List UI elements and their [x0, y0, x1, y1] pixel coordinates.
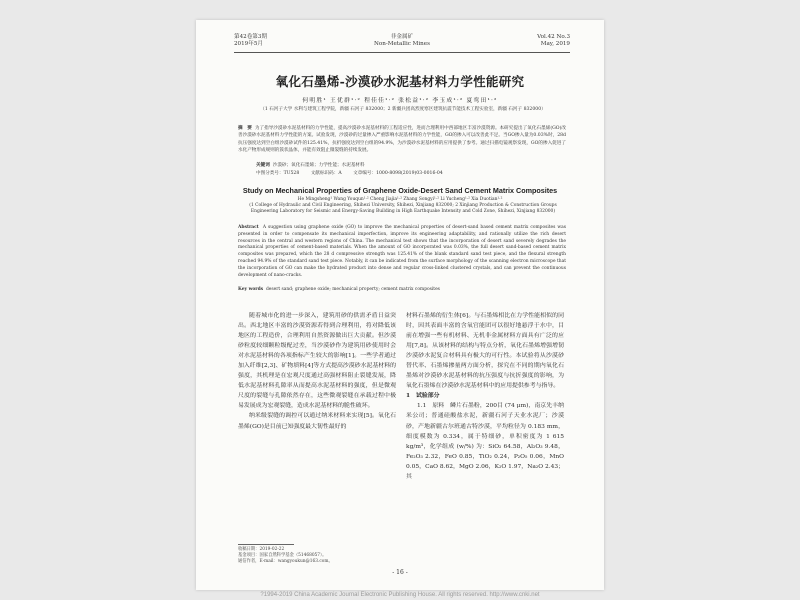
- intro-paragraph-1: 随着城市化的进一步深入，建筑用砂的供需矛盾日益突出。西北地区丰富的沙漠资源若得到合理利用，将对降低该地区的工程造价，合理利用自然资源做出巨大贡献。但沙漠砂粒度较细颗粒级配过差，当沙漠砂作为建筑用砂使用时会对水泥基材料的各项指标产生较大的影响[1]。一些学者通过加入纤维[2,3]、矿物填料[4]等方式提高沙漠砂水泥基材料的强度，其机理是在宏观尺度通过高强材料阻止裂缝发展，降低水泥基材料孔隙率从而提高水泥基材料的强度，但是微观尺度的裂缝与孔隙依然存在，这些微观裂缝在承载过程中极易发展成为宏观裂缝，造成水泥基材料的脆性破坏。: [238, 313, 396, 410]
- affiliation-en: (1 College of Hydraulic and Civil Engineering, Shihezi University, Shihezi, Xinjiang 832000; 2 Xinjiang Production & Construction Groups Engineering Laboratory for Seismic and Energy-Saving Building in High Earthquake Intensity and Cold Zone, Shihezi, Xinjiang 832000): [249, 203, 557, 215]
- issue-date-en: May, 2019: [540, 41, 570, 47]
- funding-note: 基金项目：国家自然科学基金（51468057）。: [238, 553, 327, 559]
- keywords-en-label: Key words: [238, 287, 264, 292]
- paper-title-zh: 氧化石墨烯-沙漠砂水泥基材料力学性能研究: [275, 74, 525, 89]
- volume-issue-en: Vol.42 No.3: [537, 34, 570, 40]
- body-column-right: [406, 311, 564, 482]
- abstract-en-label: Abstract: [238, 225, 259, 230]
- abstract-en-text: A suggestion using graphene oxide (GO) to improve the mechanical properties of desert-sand based cement matrix composites was presented in order to compensate its mechanical imperfection, improve its engineering adaptability, and rationally utilize the rich desert resources in the central and western regions of China. The mechanical test shows that the incorporation of desert sand severely degrades the mechanical properties of cement-based materials. When the amount of GO incorporated was 0.03%, the full desert sand-based cement matrix composites was prepared, which the 28 d compressive strength was 125.41% of the blank standard sand test piece, and the flexural strength reached 94.9% of the standard sand test piece. Notably, it can be indicated from the surface morphology of the scanning electron microscope that the incorporation of GO can make the hydrated product into dense and regular cross-linked clustered crystals, and can prevent the continuous development of nano-cracks.: [238, 225, 566, 278]
- issue-date: 2019年5月: [234, 41, 263, 47]
- header-center: [234, 34, 570, 48]
- corresponding-author: 通信作者，E-mail：wangyoukun@163.com。: [238, 559, 333, 565]
- intro-paragraph-3: 材料石墨烯的衍生体[6]。与石墨烯相比在力学性能相似的同时，因其表面丰富的含氧官能团可以很好地悬浮于水中，目前在增强一些有机材料、无机非金属材料方面具有广泛的应用[7,8]。从该材料的结构与特点分析，氧化石墨烯增强增韧沙漠砂水泥复合材料具有极大的可行性。本试验将从沙漠砂替代率、石墨烯掺量两方面分析，探究在不同的期内氧化石墨烯对沙漠砂水泥基材料的抗压强度与抗折强度的影响，为氧化石墨烯在沙漠砂水泥基材料中的应用提供参考与指导。: [406, 313, 564, 390]
- intro-paragraph-2: 纳米级裂缝的调控可以通过纳米材料来实现[5]。氧化石墨烯(GO)是目前已知强度最大韧性最好的: [238, 413, 396, 430]
- abstract-zh-label: 摘 要: [238, 126, 252, 131]
- keywords-zh: [256, 162, 566, 169]
- received-date: 收稿日期：2019-02-22: [238, 547, 285, 552]
- affiliation-zh: （1 石河子大学 水利与建筑工程学院，新疆 石河子 832000；2 新疆兵团高烈度寒区建筑抗震节能技术工程实验室，新疆 石河子 832000）: [260, 107, 546, 112]
- classification-line: [256, 170, 566, 177]
- keywords-zh-label: 关键词: [256, 163, 270, 168]
- volume-issue: 第42卷第3期: [234, 34, 268, 40]
- footnote-divider: [238, 544, 294, 545]
- journal-name-en: Non-Metallic Mines: [374, 41, 430, 47]
- footnote: [238, 547, 398, 566]
- document-code: 文献标识码：A: [310, 171, 342, 176]
- copyright-footer: ?1994-2019 China Academic Journal Electronic Publishing House. All rights reserved. http://www.cnki.net: [260, 592, 540, 598]
- clc-number: 中图分类号：TU528: [256, 171, 300, 176]
- abstract-zh: [238, 125, 566, 155]
- body-column-left: [238, 311, 396, 432]
- abstract-en: [238, 225, 566, 279]
- article-number: 文章编号：1000-8098(2019)03-0016-04: [353, 171, 443, 176]
- journal-name-zh: 非金属矿: [390, 34, 414, 40]
- page-number: - 16 -: [392, 569, 408, 576]
- journal-page: [196, 20, 604, 590]
- authors-en: He Mingsheng¹ Wang Youqun¹·² Cheng Jiajia¹·² Zhang Songyi¹·² Li Yucheng¹·² Xia Duotian¹·²: [297, 197, 503, 202]
- header-divider: [234, 52, 570, 53]
- abstract-zh-text: 为了指导沙漠砂水泥基材料的力学性能，提高沙漠砂水泥基材料的工程适应性，进而合理利用中西部地区丰富沙漠资源。本研究提出了氧化石墨烯(GO)改善沙漠砂水泥基材料力学性能的方案。试验发现，沙漠砂的过量掺入严重影响水泥基材料的力学性能，GO的掺入可以改善此不足。当GO掺入量为0.03%时，28d抗压强度达到空白组沙漠砂试件的125.41%，抗折强度达到空白组的94.9%，为沙漠砂水泥基材料的应用提供了参考。通过扫描电镜观察发现，GO的掺入促进了水化产物形成规则的簇状晶体，并能有效阻止微裂缝的持续发展。: [238, 126, 566, 154]
- keywords-zh-text: 沙漠砂；氧化石墨烯；力学性能；水泥基材料: [272, 163, 365, 168]
- keywords-en-text: desert sand; graphene oxide; mechanical property; cement matrix composites: [265, 287, 440, 292]
- authors-zh: 何明胜¹ 王优群¹·² 程佳佳¹·² 张松益¹·² 李玉成¹·² 夏鸾田¹·²: [302, 98, 498, 104]
- keywords-en: [238, 287, 566, 294]
- section-1-1-text: 1.1 原料 鳞片石墨粉，200目 (74 μm)，南京先丰纳米公司；普通硅酸盐水泥，新疆石河子天业水泥厂；沙漠砂，产地新疆古尔班通古特沙漠，平均粒径为 0.183 mm，细度模数为 0.334，属于特细砂，单积密度为 1 615 kg/m³，化学组成 (w/%) 为：SiO₂ 64.58，Al₂O₃ 9.48，Fe₂O₃ 2.32，FeO 0.85，TiO₂ 0.24，P₂O₅ 0.06，MnO 0.05，CaO 8.62，MgO 2.06，K₂O 1.97，Na₂O 2.43；其: [406, 403, 564, 480]
- section-heading-1: 1 试验部分: [406, 392, 440, 400]
- paper-title-en: Study on Mechanical Properties of Graphene Oxide-Desert Sand Cement Matrix Composites: [242, 186, 558, 195]
- header-right: [537, 34, 570, 48]
